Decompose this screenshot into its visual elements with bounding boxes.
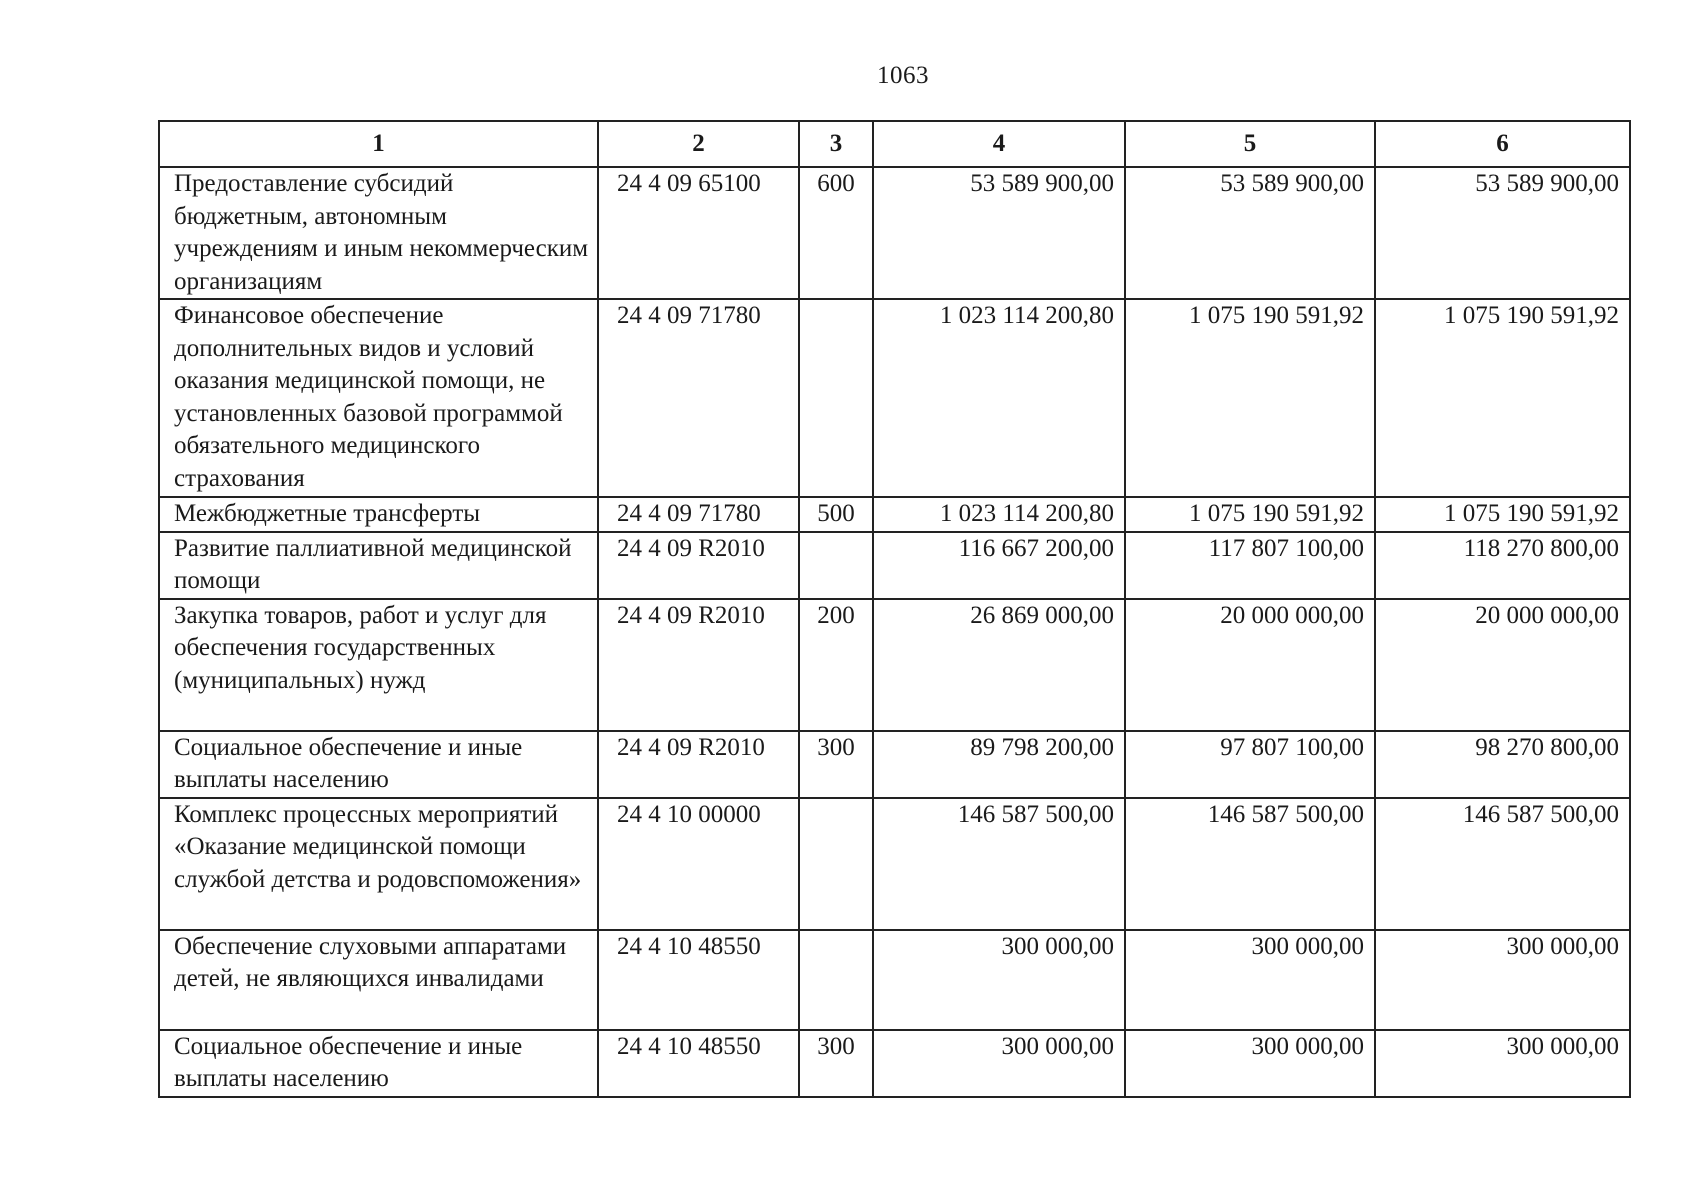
row-amount-col-5: 300 000,00 — [1125, 930, 1375, 1030]
row-code: 24 4 10 00000 — [598, 798, 799, 930]
row-code: 24 4 09 R2010 — [598, 532, 799, 599]
row-name: Финансовое обеспечение дополнительных видов и условий оказания медицинской помощи, не установленных базовой программой обязательного медицинского страхования — [159, 299, 598, 497]
header-col-2: 2 — [598, 121, 799, 167]
row-amount-col-4: 1 023 114 200,80 — [873, 497, 1125, 532]
table-row — [159, 167, 1630, 299]
row-amount-col-6: 146 587 500,00 — [1375, 798, 1630, 930]
row-amount-col-6: 20 000 000,00 — [1375, 599, 1630, 731]
row-code: 24 4 09 71780 — [598, 497, 799, 532]
row-amount-col-4: 300 000,00 — [873, 1030, 1125, 1097]
row-amount-col-4: 26 869 000,00 — [873, 599, 1125, 731]
row-amount-col-5: 117 807 100,00 — [1125, 532, 1375, 599]
header-col-4: 4 — [873, 121, 1125, 167]
row-amount-col-6: 1 075 190 591,92 — [1375, 497, 1630, 532]
row-name: Предоставление субсидий бюджетным, автономным учреждениям и иным некоммерческим организациям — [159, 167, 598, 299]
row-code: 24 4 10 48550 — [598, 1030, 799, 1097]
header-col-6: 6 — [1375, 121, 1630, 167]
row-expense-type: 300 — [799, 1030, 873, 1097]
row-amount-col-6: 98 270 800,00 — [1375, 731, 1630, 798]
row-amount-col-4: 1 023 114 200,80 — [873, 299, 1125, 497]
row-name: Развитие паллиативной медицинской помощи — [159, 532, 598, 599]
row-expense-type — [799, 930, 873, 1030]
row-amount-col-5: 1 075 190 591,92 — [1125, 299, 1375, 497]
row-amount-col-6: 118 270 800,00 — [1375, 532, 1630, 599]
row-amount-col-4: 300 000,00 — [873, 930, 1125, 1030]
table-row — [159, 599, 1630, 731]
row-code: 24 4 09 R2010 — [598, 731, 799, 798]
row-expense-type: 300 — [799, 731, 873, 798]
row-amount-col-5: 53 589 900,00 — [1125, 167, 1375, 299]
header-col-1: 1 — [159, 121, 598, 167]
row-code: 24 4 09 71780 — [598, 299, 799, 497]
row-expense-type: 200 — [799, 599, 873, 731]
table-row — [159, 1030, 1630, 1097]
row-expense-type — [799, 299, 873, 497]
table-row — [159, 731, 1630, 798]
row-amount-col-4: 53 589 900,00 — [873, 167, 1125, 299]
table-row — [159, 798, 1630, 930]
row-amount-col-5: 146 587 500,00 — [1125, 798, 1375, 930]
row-amount-col-5: 300 000,00 — [1125, 1030, 1375, 1097]
row-amount-col-4: 89 798 200,00 — [873, 731, 1125, 798]
row-amount-col-6: 1 075 190 591,92 — [1375, 299, 1630, 497]
table-row — [159, 299, 1630, 497]
row-expense-type: 600 — [799, 167, 873, 299]
row-expense-type: 500 — [799, 497, 873, 532]
row-name: Закупка товаров, работ и услуг для обеспечения государственных (муниципальных) нужд — [159, 599, 598, 731]
row-expense-type — [799, 798, 873, 930]
header-col-3: 3 — [799, 121, 873, 167]
table-row — [159, 930, 1630, 1030]
row-amount-col-4: 146 587 500,00 — [873, 798, 1125, 930]
row-amount-col-6: 53 589 900,00 — [1375, 167, 1630, 299]
row-name: Обеспечение слуховыми аппаратами детей, не являющихся инвалидами — [159, 930, 598, 1030]
row-code: 24 4 09 65100 — [598, 167, 799, 299]
row-amount-col-5: 97 807 100,00 — [1125, 731, 1375, 798]
row-name: Комплекс процессных мероприятий «Оказание медицинской помощи службой детства и родовспоможения» — [159, 798, 598, 930]
row-amount-col-6: 300 000,00 — [1375, 930, 1630, 1030]
row-code: 24 4 09 R2010 — [598, 599, 799, 731]
page-number: 1063 — [877, 62, 929, 89]
table-header-row — [159, 121, 1630, 167]
row-amount-col-5: 1 075 190 591,92 — [1125, 497, 1375, 532]
row-amount-col-6: 300 000,00 — [1375, 1030, 1630, 1097]
row-amount-col-4: 116 667 200,00 — [873, 532, 1125, 599]
row-amount-col-5: 20 000 000,00 — [1125, 599, 1375, 731]
header-col-5: 5 — [1125, 121, 1375, 167]
row-name: Социальное обеспечение и иные выплаты населению — [159, 731, 598, 798]
budget-table — [158, 120, 1631, 1098]
table-row — [159, 532, 1630, 599]
row-name: Социальное обеспечение и иные выплаты населению — [159, 1030, 598, 1097]
table-row — [159, 497, 1630, 532]
row-expense-type — [799, 532, 873, 599]
row-name: Межбюджетные трансферты — [159, 497, 598, 532]
row-code: 24 4 10 48550 — [598, 930, 799, 1030]
